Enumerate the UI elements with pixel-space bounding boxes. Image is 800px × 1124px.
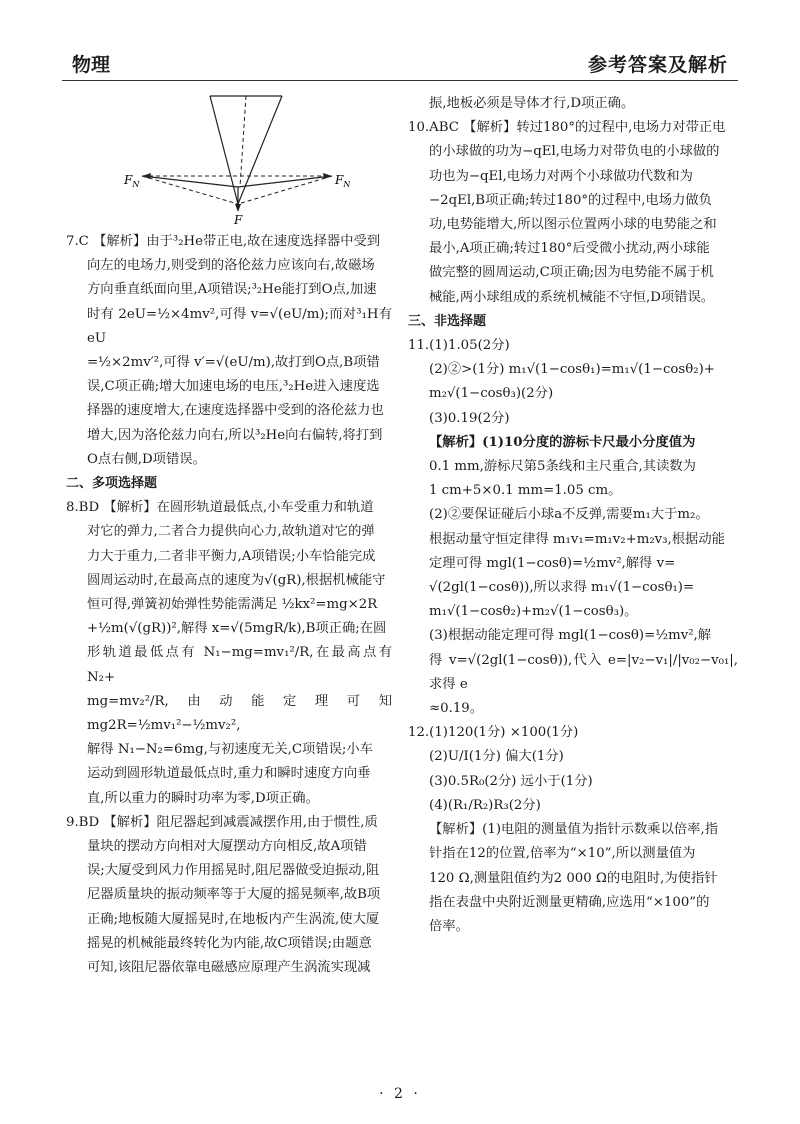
line: =½×2mv′²,可得 v′=√(eU/m),故打到O点,B项错 [87,355,380,371]
line: 得 v=√(2gl(1−cosθ)),代入 e=|v₂−v₁|/|v₀₂−v₀₁|,求得 e [429,652,738,692]
line: 最小,A项正确;转过180°后受微小扰动,两小球能 [429,241,710,257]
line: 摇晃的机械能最终转化为内能,故C项错误;由题意 [87,935,372,951]
line: 做完整的圆周运动,C项正确;因为电势能不属于机 [429,265,714,281]
line: (2)U/I(1分) 偏大(1分) [429,749,564,765]
line: (4)(R₁/R₂)R₃(2分) [429,797,541,813]
line: −2qEl,B项正确;转过180°的过程中,电场力做负 [429,192,712,208]
line: 的小球做的功为−qEl,电场力对带负电的小球做的 [429,144,720,160]
line: ≈0.19。 [429,701,484,717]
label-fn-right: $F_N$ [335,173,350,189]
line: 【解析】(1)10分度的游标卡尺最小分度值为 [429,434,696,450]
right-column [408,92,738,939]
line: 【解析】(1)电阻的测量值为指针示数乘以倍率,指 [429,822,718,838]
page-number: · 2 · [379,1086,421,1102]
line: 正确;地板随大厦摇晃时,在地板内产生涡流,使大厦 [87,911,380,927]
line: 增大,因为洛伦兹力向右,所以³₂He向右偏转,将打到 [87,427,383,443]
line: 振,地板必须是导体才行,D项正确。 [429,96,635,111]
line: 定理可得 mgl(1−cosθ)=½mv²,解得 v= [429,555,676,571]
line: 直,所以重力的瞬时功率为零,D项正确。 [87,790,319,806]
line: 误;大厦受到风力作用摇晃时,阻尼器做受迫振动,阻 [87,863,380,879]
line: 误,C项正确;增大加速电场的电压,³₂He进入速度选 [87,379,380,395]
force-diagram-svg [110,92,350,226]
header-subject: 物理 [72,54,111,76]
line: 120 Ω,测量阻值约为2 000 Ω的电阻时,为使指针 [429,870,718,886]
line: 形轨道最低点有 N₁−mg=mv₁²/R,在最高点有 N₂+ [87,645,392,685]
line: mg=mv₂²/R,由动能定理可知 mg2R=½mv₁²−½mv₂², [87,693,392,734]
line: 力大于重力,二者非平衡力,A项错误;小车恰能完成 [87,548,376,564]
line: (3)0.5R₀(2分) 远小于(1分) [429,773,593,789]
line: 11.(1)1.05(2分) [408,338,510,354]
header-rule [62,80,738,81]
left-column [66,92,392,980]
line: (3)0.19(2分) [429,410,510,426]
line: 圆周运动时,在最高点的速度为√(gR),根据机械能守 [87,572,386,588]
line: 1 cm+5×0.1 mm=1.05 cm。 [429,483,622,499]
label-f: F [234,213,243,226]
line: O点右侧,D项错误。 [87,451,206,467]
line: 10.ABC 【解析】转过180°的过程中,电场力对带正电 [408,120,726,136]
line: 恒可得,弹簧初始弹性势能需满足 ½kx²=mg×2R [87,597,378,613]
section-heading: 二、多项选择题 [66,476,158,492]
line: 运动到圆形轨道最低点时,重力和瞬时速度方向垂 [87,766,371,782]
line: (2)②要保证碰后小球a不反弹,需要m₁大于m₂。 [429,507,709,523]
section-heading: 三、非选择题 [408,313,487,329]
line: (3)根据动能定理可得 mgl(1−cosθ)=½mv²,解 [429,628,712,644]
line: √(2gl(1−cosθ)),所以求得 m₁√(1−cosθ₁)= [429,580,695,596]
line: 0.1 mm,游标尺第5条线和主尺重合,其读数为 [429,459,696,475]
line: 解得 N₁−N₂=6mg,与初速度无关,C项错误;小车 [87,742,373,758]
line: 可知,该阻尼器依靠电磁感应原理产生涡流实现减 [87,960,371,976]
line: 9.BD 【解析】阻尼器起到减震减摆作用,由于惯性,质 [66,814,378,830]
line: 根据动量守恒定律得 m₁v₁=m₁v₂+m₂v₃,根据动能 [429,531,725,547]
line: 功也为−qEl,电场力对两个小球做功代数和为 [429,168,693,184]
line: +½m(√(gR))²,解得 x=√(5mgR/k),B项正确;在圆 [87,621,387,637]
line: 向左的电场力,则受到的洛伦兹力应该向右,故磁场 [87,258,375,274]
line: 7.C 【解析】由于³₂He带正电,故在速度选择器中受到 [66,234,381,249]
line: m₂√(1−cosθ₃)(2分) [429,386,554,402]
line: 量块的摆动方向相对大厦摆动方向相反,故A项错 [87,839,367,855]
line: 指在表盘中央附近测量更精确,应选用“×100”的 [429,894,710,910]
line: 对它的弹力,二者合力提供向心力,故轨道对它的弹 [87,524,375,540]
line: 功,电势能增大,所以图示位置两小球的电势能之和 [429,217,717,233]
line: 针指在12的位置,倍率为“×10”,所以测量值为 [429,846,696,862]
label-fn-left: $F_N$ [124,173,140,189]
line: 12.(1)120(1分) ×100(1分) [408,725,579,741]
force-diagram [66,92,392,226]
line: m₁√(1−cosθ₂)+m₂√(1−cosθ₃)。 [429,604,638,620]
line: 8.BD 【解析】在圆形轨道最低点,小车受重力和轨道 [66,500,374,516]
line: 尼器质量块的振动频率等于大厦的摇晃频率,故B项 [87,887,381,903]
line: 倍率。 [429,918,469,934]
line: (2)②>(1分) m₁√(1−cosθ₁)=m₁√(1−cosθ₂)+ [429,362,715,378]
line: 方向垂直纸面向里,A项错误;³₂He能打到O点,加速 [87,282,377,298]
line: 时有 2eU=½×4mv²,可得 v=√(eU/m);而对³₁H有 eU [87,306,392,346]
line: 择器的速度增大,在速度选择器中受到的洛伦兹力也 [87,403,384,419]
header-title: 参考答案及解析 [587,54,728,76]
line: 械能,两小球组成的系统机械能不守恒,D项错误。 [429,289,715,305]
